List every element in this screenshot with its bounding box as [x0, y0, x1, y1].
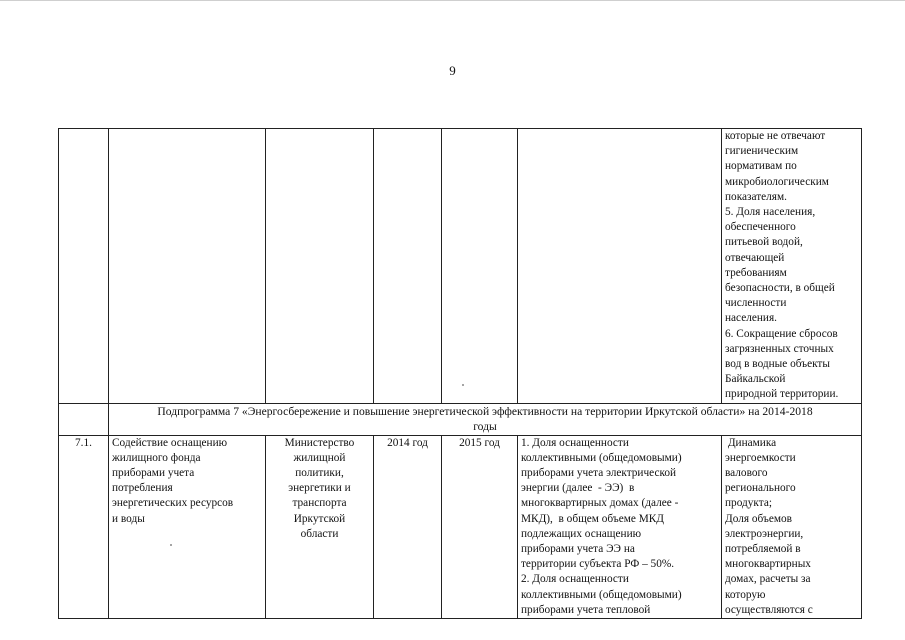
text-line: потребляемой в	[725, 543, 801, 556]
text-line: жилищной	[293, 451, 346, 464]
table-row-7-1	[59, 435, 862, 618]
text-line: многоквартирных	[725, 558, 811, 571]
text-line: Динамика	[725, 436, 777, 449]
text-line: приборами учета электрической	[521, 467, 677, 480]
text-line: показателям.	[725, 190, 787, 203]
text-line: коллективными (общедомовыми)	[521, 451, 682, 464]
text-line: транспорта	[292, 497, 347, 510]
text-line: жилищного фонда	[112, 451, 201, 464]
cell-end	[442, 129, 518, 404]
executor-text	[266, 435, 374, 618]
text-line: населения.	[725, 312, 777, 325]
cell-number	[59, 129, 109, 404]
text-line: обеспеченного	[725, 221, 796, 234]
text-line: которую	[725, 588, 766, 601]
text-line: численности	[725, 297, 787, 310]
activity-text	[109, 435, 266, 618]
text-line: продукта;	[725, 497, 772, 510]
text-line: Байкальской	[725, 373, 786, 386]
text-line: энергоемкости	[725, 451, 796, 464]
text-line: политики,	[295, 467, 344, 480]
text-line: нормативам по	[725, 160, 797, 173]
indicators-text	[722, 435, 862, 618]
text-line: отвечающей	[725, 251, 785, 264]
cell-start	[374, 129, 442, 404]
scan-speck	[462, 384, 464, 386]
text-line: приборами учета ЭЭ на	[521, 543, 635, 556]
text-line: энергии (далее - ЭЭ) в	[521, 482, 635, 495]
text-line: загрязненных сточных	[725, 342, 834, 355]
text-line: природной территории.	[725, 388, 839, 401]
text-line: вод в водные объекты	[725, 358, 830, 371]
page-top-edge	[0, 0, 905, 3]
program-table	[58, 128, 862, 619]
cell-results	[518, 129, 722, 404]
text-line: домах, расчеты за	[725, 573, 811, 586]
text-line: гигиеническим	[725, 145, 799, 158]
text-line: энергетики и	[288, 482, 351, 495]
text-line: энергетических ресурсов	[112, 497, 234, 510]
text-line: 5. Доля населения,	[725, 206, 816, 219]
text-line: Иркутской	[293, 512, 346, 525]
text-line: 1. Доля оснащенности	[521, 436, 629, 449]
scan-speck	[170, 544, 172, 546]
text-line: электроэнергии,	[725, 527, 804, 540]
text-line: годы	[473, 419, 497, 433]
text-line: приборами учета	[112, 467, 195, 480]
text-line: МКД), в общем объеме МКД	[521, 512, 665, 525]
cell-indicators	[722, 129, 862, 404]
cell-number	[59, 403, 109, 435]
text-line: потребления	[112, 482, 173, 495]
start-year: 2014 год	[374, 435, 442, 618]
text-line: регионального	[725, 482, 796, 495]
cell-executor	[266, 129, 374, 404]
text-line: валового	[725, 467, 768, 480]
results-text	[518, 435, 722, 618]
end-year: 2015 год	[442, 435, 518, 618]
text-line: коллективными (общедомовыми)	[521, 588, 682, 601]
text-line: Подпрограмма 7 «Энергосбережение и повышение энергетической эффективности на территории Иркутской области» на 2014-2018	[157, 404, 813, 418]
text-line: которые не отвечают	[725, 130, 826, 142]
text-line: Доля объемов	[725, 512, 792, 525]
cell-activity	[109, 129, 266, 404]
text-line: микробиологическим	[725, 175, 829, 188]
text-line: подлежащих оснащению	[521, 527, 642, 540]
subprogram-title	[109, 403, 862, 435]
text-line: Министерство	[284, 436, 355, 449]
text-line: питьевой водой,	[725, 236, 803, 249]
text-line: области	[300, 527, 339, 540]
text-line: 6. Сокращение сбросов	[725, 327, 838, 340]
page-number: 9	[449, 63, 456, 78]
text-line: осуществляются с	[725, 603, 813, 616]
text-line: многоквартирных домах (далее -	[521, 497, 679, 510]
text-line: безопасности, в общей	[725, 282, 835, 295]
text-line: приборами учета тепловой	[521, 603, 651, 616]
text-line: и воды	[112, 512, 145, 525]
text-line: территории субъекта РФ – 50%.	[521, 558, 675, 571]
text-line: Содействие оснащению	[112, 436, 228, 449]
table-row-subprogram	[59, 403, 862, 435]
table-row-continuation	[59, 129, 862, 404]
text-line: требованиям	[725, 266, 787, 279]
text-line: 2. Доля оснащенности	[521, 573, 629, 586]
row-number: 7.1.	[59, 435, 109, 618]
